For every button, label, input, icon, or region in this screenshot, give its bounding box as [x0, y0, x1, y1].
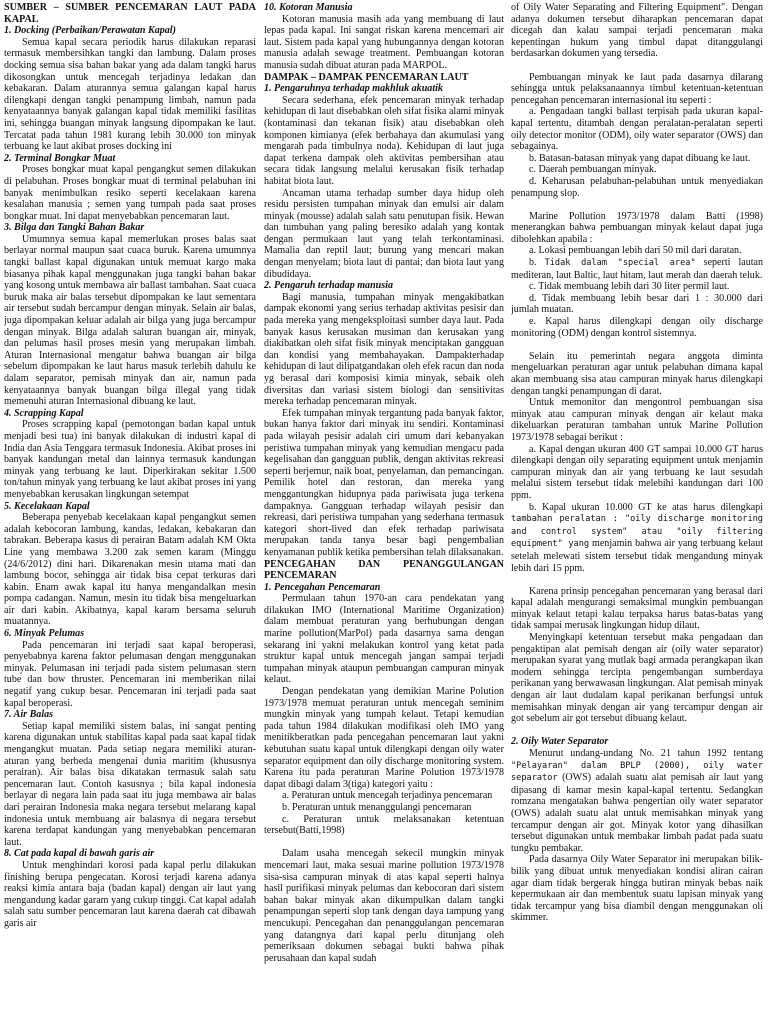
paragraph-terminal: Proses bongkar muat kapal pengangkut semen dilakukan di pelabuhan. Proses bongkar muat di terminal pelabuhan ini banyak menimbulkan resiko seperti kecelakaan karena kesalahan manusia ; semen yang tumpah pada saat proses bongkar muat. Ini dapat menyebabkan pencemaran laut. [4, 164, 256, 222]
heading-pelumas: 6. Minyak Pelumas [4, 628, 85, 640]
paragraph-akuatik-2: Ancaman utama terhadap sumber daya hidup oleh residu persisten tumpahan minyak dan emulsi air dalam minyak (mousse) adalah salah satu penutupan fisik. Hewan dan tumbuhan yang paling beresiko adalah yang kontak dengan permukaan laut yang telah terkontaminasi. Mamalia dan reptil laut; burung yang mencari makan dengan menyelam; biota laut di pantai; dan biota laut yang dibudidaya. [264, 187, 504, 280]
paragraph-menyingkapi: Menyingkapi ketentuan tersebut maka pengadaan dan pengaktipan alat pemisah dengan air (oily water separator) merupakan syarat yang mutlak bagi armada perangkapan ikan modern sehingga tercipta pengembangan sumberdaya perikanan yang berwawasan lingkungan. Alat pemisah minyak dengan air laut dudalam kapal perikanan berfungsi untuk memisahkan minyak dengan air yang tercampur dengan air got sebelum air got tersebut dibuang kelaut. [511, 632, 763, 725]
list-item-b: b. Kapal ukuran 10.000 GT ke atas harus dilengkapi tambahan peralatan : "oily discharge monitoring and control system" atau "oily filtering equipment" yang menjamin bahwa air yang terbuang kelaut setelah melewati sistem tersebut tidak mengandung minyak lebih dari 15 ppm. [511, 501, 763, 574]
paragraph-manusia-2: Efek tumpahan minyak tergantung pada banyak faktor, bukan hanya faktor dari minyak itu sendiri. Kontaminasi pada wilayah pesisir adalah ciri umum dari kebanyakan peristiwa tumpahan minyak yang kemudian mengacu pada kegelisahan dan gangguan publik, dengan aktivitas rekreasi seperti berjemur, naik boat, penyelaman, dan pemancingan. Pemilik hotel dan restoran, dan mereka yang menggantungkan hidupnya pada pariwisata juga terkena dampaknya. Gangguan terhadap wilayah pesisir dan rekreasi, dari peristiwa tumpahan yang sederhana termasuk kategori short-lived dan efek terhadap pariwisata merupakan tanda tanya besar bagi pengembalian kenyamanan publik ketika pembersihan telah dilaksanakan. [264, 407, 504, 558]
heading-bilga: 3. Bilga dan Tangki Bahan Bakar [4, 222, 145, 234]
paragraph-ows-2: Pada dasarnya Oily Water Separator ini merupakan bilik-bilik yang dibuat untuk menyediakan kondisi aliran cairan agar diam tidak bergerak hingga butiran minyak bebas naik kepermukaan air dan membentuk suatu lapisan minyak yang tidak tercampur yang bisa diambil dengan menggunakan oli skimmer. [511, 854, 763, 924]
paragraph-pemerintah: Selain itu pemerintah negara anggota diminta mengeluarkan peraturan agar untuk pelabuhan dimana kapal akan membuang sisa atau campuran minyak harus dilengkapi dengan tangki penampungan di darat. [511, 350, 763, 397]
list-item-d: d. Tidak membuang lebih besar dari 1 : 30.000 dari jumlah muatan. [511, 292, 763, 316]
list-item-a: a. Kapal dengan ukuran 400 GT sampai 10.000 GT harus dilengkapi dengan oily separating equipment untuk menjamin campuran minyak dan air yang terbuang ke laut sesudah melalui sistem tersebut tidak melebihi kandungan dari 100 ppm. [511, 443, 763, 501]
section-title-dampak: DAMPAK – DAMPAK PENCEMARAN LAUT [264, 71, 469, 83]
list-item-c: c. Peraturan untuk melaksanakan ketentuan tersebut(Batti,1998) [264, 813, 504, 837]
list-item-a: a. Pengadaan tangki ballast terpisah pada ukuran kapal-kapal tertentu, ditambah dengan peralatan-peralatan seperti oily detector monitor (ODM), oily water separator (OWS) dan sebagainya. [511, 106, 763, 153]
paragraph-prinsip: Karena prinsip pencegahan pencemaran yang berasal dari kapal adalah mengurangi semaksimal mungkin pembuangan minyak kelaut tetapi kalau terpaksa harus batas-batas yang tidak sampai merusak lingkungan hidup dilaut. [511, 585, 763, 632]
heading-cat: 8. Cat pada kapal di bawah garis air [4, 848, 155, 860]
list-item-a: a. Lokasi pembuangan lebih dari 50 mil dari daratan. [529, 245, 742, 257]
list-item-c: c. Tidak membuang lebih dari 30 liter permil laut. [529, 281, 730, 293]
heading-ows: 2. Oily Water Separator [511, 736, 609, 748]
paragraph-akuatik-1: Secara sederhana, efek pencemaran minyak terhadap kehidupan di laut disebabkan oleh sifat fisika alami minyak (kontaminasi dan tekanan fisik) atau disebabkan oleh komponen kimianya (efek berbahaya dan akumulasi yang mengarah pada timbulnya noda). Kehidupan di laut juga dapat terkena dampak oleh aktivitas pembersihan atau secara tidak langsung melalui kerusakan fisik terhadap habitat biota laut. [264, 94, 504, 187]
paragraph-bilga: Umumnya semua kapal memerlukan proses balas saat berlayar normal maupun saat cuaca buruk. Karena umumnya tangki ballast kapal digunakan untuk memuat kargo maka biasanya pihak kapal menggunakan juga tangki bahan bakar yang kosong untuk membawa air ballast tambahan. Saat cuaca buruk maka air balas tersebut dipompakan ke laut sementara air tersebut sudah bercampur dengan minyak. Selain air balas, juga dipompakan keluar adalah air bilga yang juga bercampur dengan minyak. Bilga adalah saluran buangan air, minyak, dan pelumas hasil proses mesin yang merupakan limbah. Aturan Internasional mengatur bahwa buangan air bilga sebelum dipompakan ke laut harus masuk terlebih dahulu ke dalam separator, pemisah minyak dan air, namun pada kenyataannya banyak buangan bilga illegal yang tidak memenuhi aturan Internasional dibuang ke laut. [4, 233, 256, 408]
list-item-b: b. Peraturan untuk menanggulangi pencemaran [282, 801, 472, 813]
paragraph-ows-1: Menurut undang-undang No. 21 tahun 1992 tentang "Pelayaran" dalam BPLP (2000), oily water separator (OWS) adalah suatu alat pemisah air laut yang dipasang di kamar mesin kapal-kapal tertentu. Sedangkan romzana mengatakan bahwa pengertian oily water separator (OWS) adalah suatu alat untuk memisahkan minyak yang tercampur dengan air got. Minyak kotor yang dihasilkan tersebut digunakan untuk membakar limbah padat pada suatu tungku pembakar. [511, 748, 763, 854]
paragraph-pelumas: Pada pencemaran ini terjadi saat kapal beroperasi, penyebabnya karena faktor pelumasan dengan menggunakan minyak. Pelumasan ini terjadi pada sistem pelumasan stern tube dan bow thruster. Pencemaran ini memberikan nilai negatif yang cukup besar. Pencemaran ini terjadi pada saat kapal beroperasi. [4, 639, 256, 709]
heading-docking: 1. Docking (Perbaikan/Perawatan Kapal) [4, 25, 176, 37]
heading-kecelakaan: 5. Kecelakaan Kapal [4, 500, 90, 512]
paragraph-docking: Semua kapal secara periodik harus dilakukan reparasi termasuk membersihkan tangki dan lambung. Dalam proses docking semua sisa bahan bakar yang ada dalam tangki harus dikosongkan untuk mencegah terjadinya ledakan dan kebakaran. Dalam aturannya semua galangan kapal harus dilengkapi dengan tangki penampung limbah, namun pada kenyataannya banyak galangan kapal tidak memiliki fasilitas ini, sehingga buangan minyak langsung dipompakan ke laut. Tercatat pada tahun 1981 kurang lebih 30.000 ton minyak terbuang ke laut akibat proses docking ini [4, 36, 256, 153]
heading-akuatik: 1. Pengaruhnya terhadap makhluk akuatik [264, 83, 443, 95]
column-right [511, 2, 763, 1024]
list-item-b: b. Batasan-batasan minyak yang dapat dibuang ke laut. [529, 152, 751, 164]
heading-terminal: 2. Terminal Bongkar Muat [4, 152, 116, 164]
paragraph-kotoran: Kotoran manusia masih ada yang membuang di laut lepas pada kapal. Ini sangat riskan karena mencemari air laut. Sistem pada kapal yang hubungannya dengan kotoran manusia adalah sewage treatment. Pembuangan kotoran manusia sudah dibuat aturan pada MARPOL. [264, 13, 504, 71]
paragraph-scrapping: Proses scrapping kapal (pemotongan badan kapal untuk menjadi besi tua) ini banyak dilakukan di industri kapal di India dan Asia Tenggara termasuk Indonesia. Akibat proses ini banyak kandungan metal dan lainnya termasuk kandungan minyak yang terbuang ke laut. Diperkirakan sekitar 1.500 ton/tahun minyak yang terbuang ke laut akibat proses ini yang menyebabkan kerusakan lingkungan setempat [4, 419, 256, 500]
section-title-pencegahan: PENCEGAHAN DAN PENANGGULANGAN PENCEMARAN [264, 558, 504, 582]
paragraph-continued: of Oily Water Separating and Filtering Equipment". Dengan adanya dokumen tersebut diharapkan pencemaran dapat dicegah dan kalau sampai terjadi pencemaran maka kepentingan hukum yang timbul dapat ditanggulangi berdasarkan dokumen yang tersedia. [511, 2, 763, 60]
paragraph-pencegahan-3: Dalam usaha mencegah sekecil mungkin minyak mencemari laut, maka sesuai marine pollution 1973/1978 sisa-sisa campuran minyak di atas kapal seperti halnya hasil purifikasi minyak pelumas dan kebocoran dari sistem bahan bakar minyak akan dikumpulkan dalam tangki penampungan seperti slop tank dengan daya tampung yang mencukupi. Pencegahan dan penanggulangan pencemaran yang datangnya dari kapal perlu ditunjang oleh pemeriksaan dokumen sebagai bukti bahwa pihak perusahaan dan kapal sudah [264, 848, 504, 964]
column-middle [264, 2, 504, 1024]
paragraph-manusia-1: Bagi manusia, tumpahan minyak mengakibatkan dampak ekonomi yang serius terhadap aktivitas pesisir dan pada mereka yang mengeksploitasi sumber daya laut. Pada banyak kasus kerusakan musiman dan kerusakan yang diakibatkan oleh sifat fisik minyak menciptakan gangguan dan kondisi yang membahayakan. Dampakterhadap kehidupan di laut dilipatgandakan oleh efek racun dan noda yg berasal dari komposisi kimia minyak, sebaik oleh diversitas dan variasi sistem biologi dan sensitivitas mereka terhadap pencemaran minyak. [264, 291, 504, 408]
heading-scrapping: 4. Scrapping Kapal [4, 407, 84, 419]
list-item-b: b. Tidak dalam "special area" seperti lautan mediteran, laut Baltic, laut hitam, laut merah dan daerah teluk. [511, 257, 763, 281]
list-item-e: e. Kapal harus dilengkapi dengan oily discharge monitoring (ODM) dengan kontrol sistemnya. [511, 316, 763, 339]
list-item-c: c. Daerah pembuangan minyak. [529, 164, 657, 176]
heading-kotoran: 10. Kotoran Manusia [264, 2, 353, 13]
paragraph-cat: Untuk menghindari korosi pada kapal perlu dilakukan finishing berupa pengecatan. Korosi terjadi karena adanya reaksi kimia antara baja (badan kapal) dengan air laut yang mengandung kadar garam yang cukup tinggi. Cat kapal adalah salah satu sumber pencemaran laut karena daerah cat dibawah garis air [4, 859, 256, 929]
paragraph-kecelakaan: Beberapa penyebab kecelakaan kapal pengangkut semen adalah kebocoran lambung, kandas, ledakan, kebakaran dan tabrakan. Beberapa kasus di perairan Batam adalah KM Okta Line yang membawa 3.200 zak semen karam (Minggu (24/6/2012) dini hari. Dikarenakan mesin utama mati dan lambung bocor, sehingga air tidak bisa cepat terkuras dari kabin. Enam awak kapal itu hanya mengandalkan mesin pompa cadangan. Namun, mesin itu tidak bisa mengeluarkan air dari kabin. Akibatnya, kapal karam bersama seluruh muatannya. [4, 512, 256, 628]
list-item-d: d. Keharusan pelabuhan-pelabuhan untuk menyediakan penampung slop. [511, 175, 763, 199]
heading-pencegahan: 1. Pencegahan Pencemaran [264, 581, 381, 593]
paragraph-marine-pollution: Marine Pollution 1973/1978 dalam Batti (1998) menerangkan bahwa pembuangan minyak kelaut dapat juga dibolehkan apabila : [511, 210, 763, 245]
column-left [4, 2, 256, 1024]
paragraph-ketentuan: Pembuangan minyak ke laut pada dasarnya dilarang sehingga untuk pelaksanaannya timbul ketentuan-ketentuan pencegahan pencemaran internasional itu seperti : [511, 71, 763, 106]
list-item-a: a. Peraturan untuk mencegah terjadinya pencemaran [282, 790, 493, 802]
paragraph-monitor: Untuk memonitor dan mengontrol pembuangan sisa minyak atau campuran minyak dengan air kelaut maka dikeluarkan peraturan tambahan untuk Marine Pollution 1973/1978 sebagai berikut : [511, 397, 763, 443]
paragraph-air-balas: Setiap kapal memiliki sistem balas, ini sangat penting karena digunakan untuk stabilitas kapal pada saat kapal tidak mengangkut muatan. Pada setiap negara memiliki aturan-aturan yang berbeda mengenai dunia maritim (khususnya perairan). Air balas bisa dikatakan termasuk salah satu pencemaran laut. Contoh kasusnya ; bila kapal indonesia berlayar di negara lain pada saat itu juga membawa air balas dari perairan Indonesia maka negara tersebut melarang kapal indonesia untuk membuang air balasnya di negara tersebut karena terdapat kandungan yang menyebabkan pencemaran laut. [4, 720, 256, 848]
paragraph-pencegahan-2: Dengan pendekatan yang demikian Marine Polution 1973/1978 memuat peraturan untuk mencegah seminim mungkin minyak yang tumpah kelaut. Tetapi kemudian pada tahun 1984 dilakukan modifikasi oleh IMO yang menitikberatkan pada pencegahan pencemaran laut yakni kebutuhan suatu kapal untuk dilengkapi dengan oily water separator equipment dan oily discharge monitoring system. Karena itu pada peraturan Marine Polution 1973/1978 dapat dibagi dalam 3(tiga) kategori yaitu : [264, 686, 504, 790]
heading-manusia: 2. Pengaruh terhadap manusia [264, 280, 393, 292]
heading-air-balas: 7. Air Balas [4, 709, 54, 721]
section-title-sumber: SUMBER – SUMBER PENCEMARAN LAUT PADA KAPAL [4, 2, 256, 25]
paragraph-pencegahan-1: Permulaan tahun 1970-an cara pendekatan yang dilakukan IMO (International Maritime Organization) dalam membuat peraturan yang berhubungan dengan marine pollution(MarPol) pada dasarnya sama dengan sekarang ini yakni melakukan kontrol yang ketat pada struktur kapal untuk mencegah jangan sampai terjadi tumpahan minyak ataupun pembuangan campuran minyak kelaut. [264, 593, 504, 686]
